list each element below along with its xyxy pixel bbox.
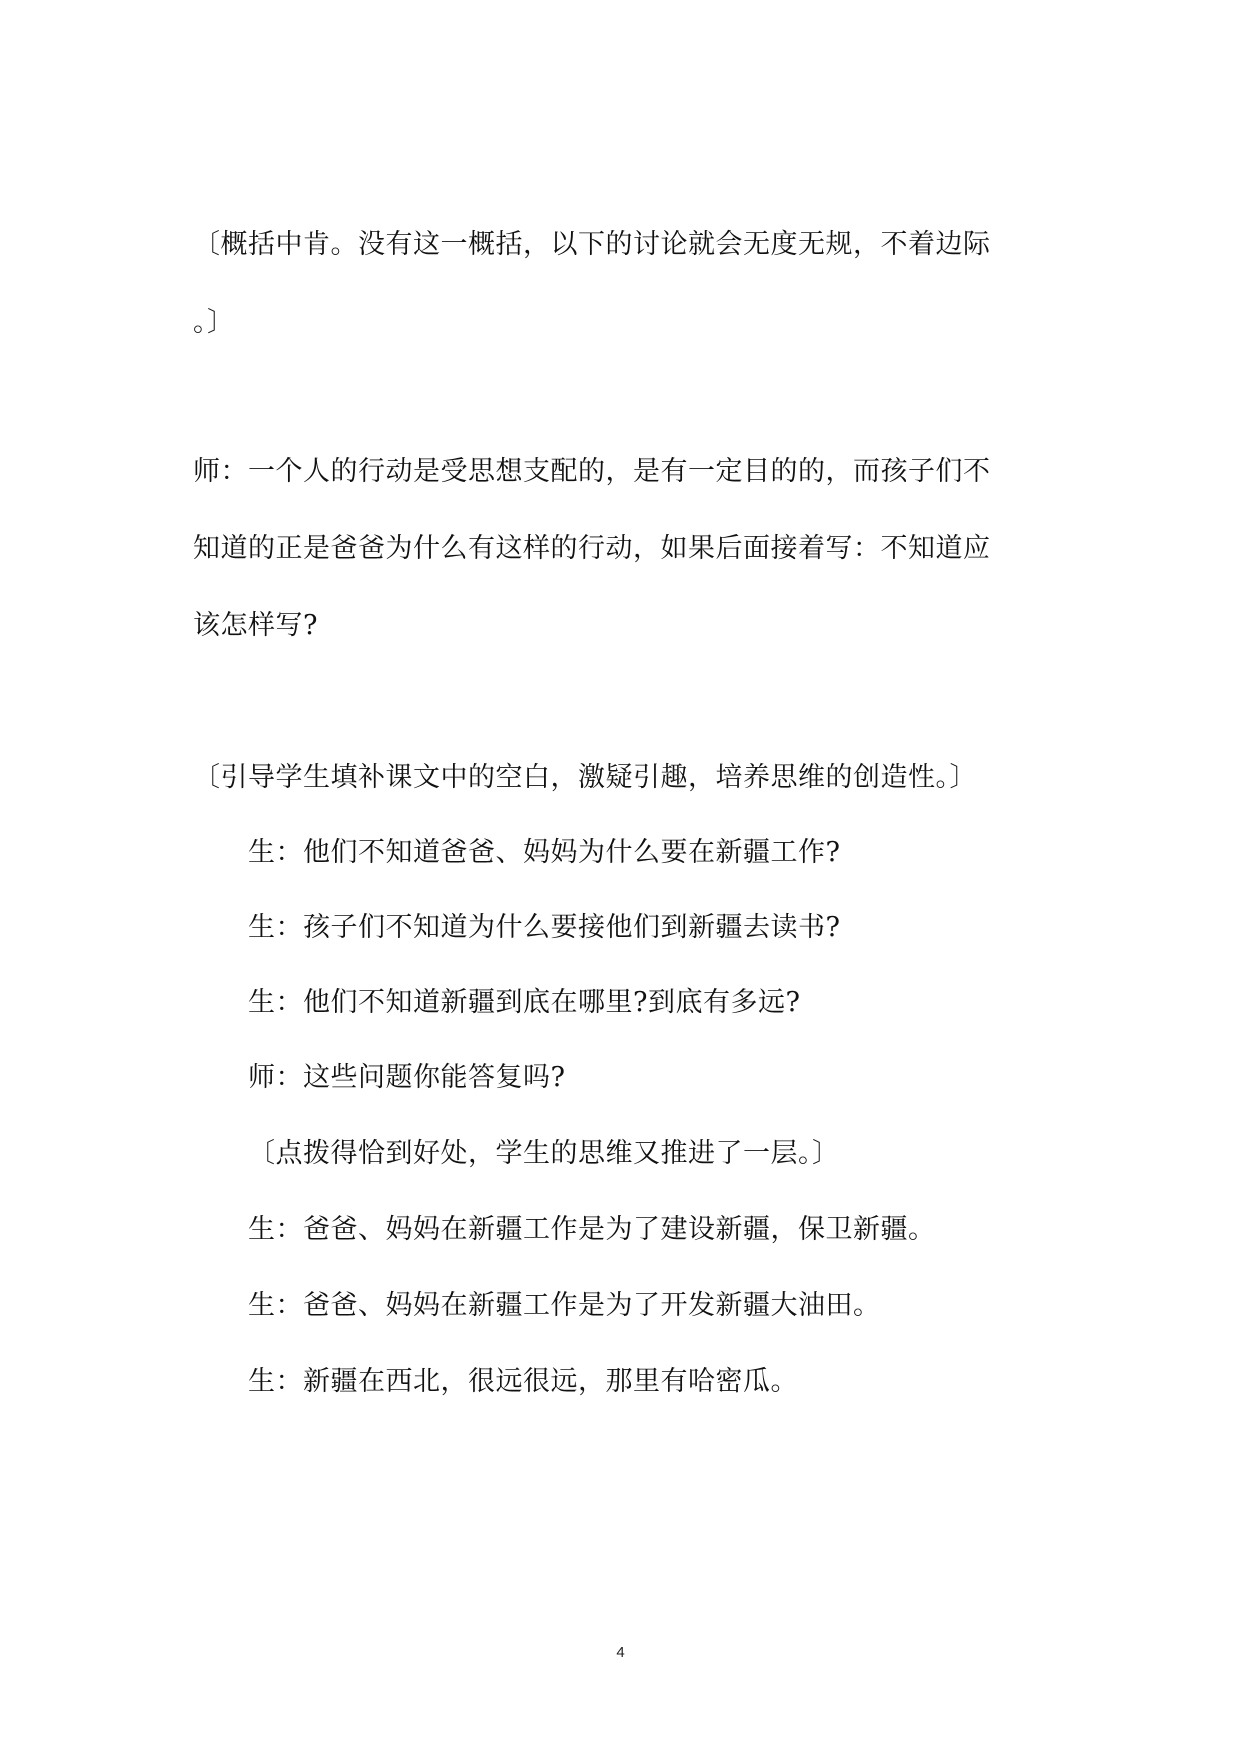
student-line-6: 生：新疆在西北，很远很远，那里有哈密瓜。 bbox=[248, 1366, 798, 1397]
student-line-3: 生：他们不知道新疆到底在哪里?到底有多远? bbox=[248, 987, 801, 1018]
comment-line-4: 〔点拨得恰到好处，学生的思维又推进了一层。〕 bbox=[248, 1138, 840, 1169]
student-line-5: 生：爸爸、妈妈在新疆工作是为了开发新疆大油田。 bbox=[248, 1290, 881, 1321]
teacher-line-2: 知道的正是爸爸为什么有这样的行动，如果后面接着写：不知道应 bbox=[193, 533, 991, 564]
student-line-2: 生：孩子们不知道为什么要接他们到新疆去读书? bbox=[248, 912, 841, 943]
comment-line-3: 〔引导学生填补课文中的空白，激疑引趣，培养思维的创造性。〕 bbox=[193, 762, 977, 793]
comment-line-2: 。〕 bbox=[193, 307, 235, 338]
teacher-line-3: 该怎样写? bbox=[193, 610, 318, 641]
student-line-1: 生：他们不知道爸爸、妈妈为什么要在新疆工作? bbox=[248, 837, 841, 868]
comment-line-1: 〔概括中肯。没有这一概括，以下的讨论就会无度无规，不着边际 bbox=[193, 229, 991, 260]
page-number: 4 bbox=[616, 1644, 625, 1661]
teacher-question: 师：这些问题你能答复吗? bbox=[248, 1062, 566, 1093]
teacher-line-1: 师：一个人的行动是受思想支配的，是有一定目的的，而孩子们不 bbox=[193, 456, 991, 487]
student-line-4: 生：爸爸、妈妈在新疆工作是为了建设新疆，保卫新疆。 bbox=[248, 1214, 936, 1245]
